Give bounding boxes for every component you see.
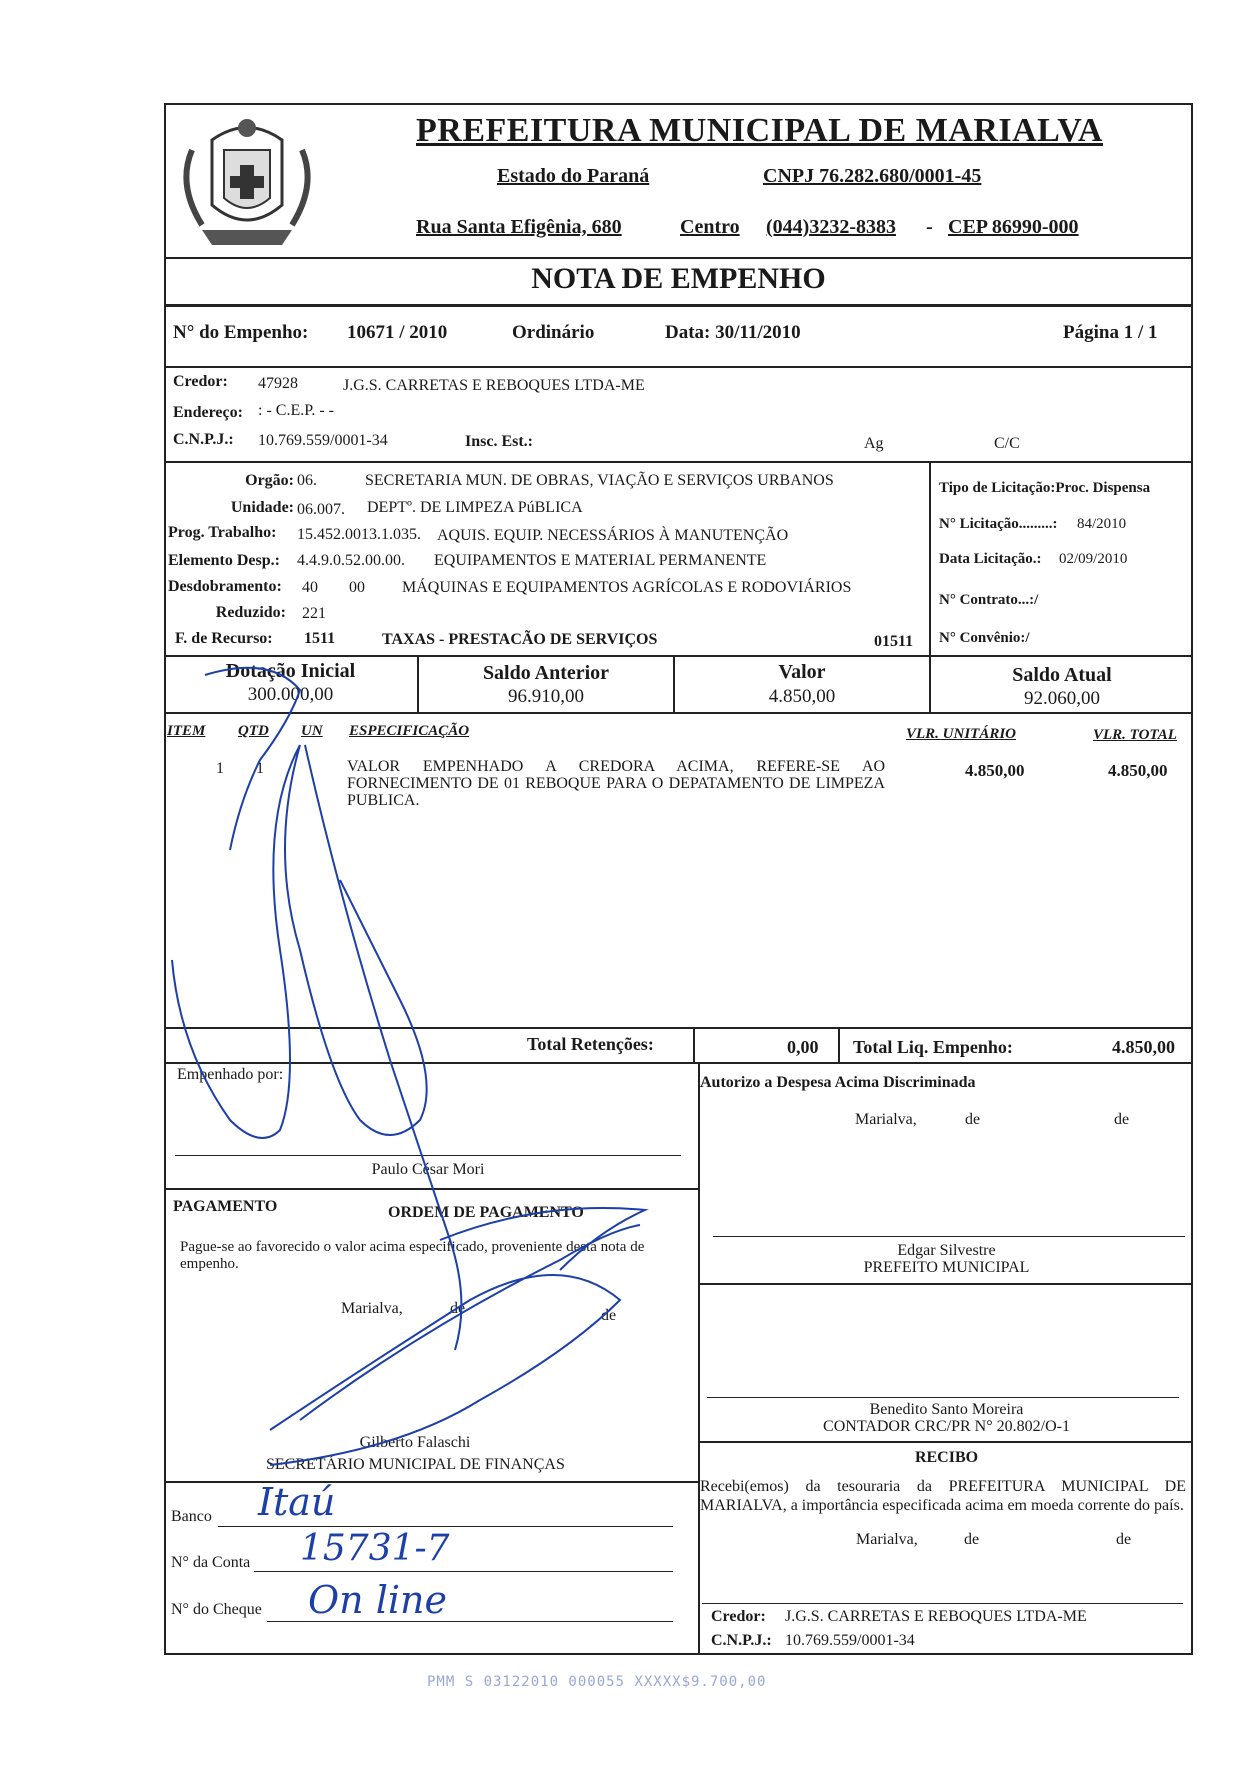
item-spec: VALOR EMPENHADO A CREDORA ACIMA, REFERE-SE AO FORNECIMENTO DE 01 REBOQUE PARA O DEPATAMENTO DE LIMPEZA PUBLICA. — [347, 758, 885, 809]
licitacao-numero-label: N° Licitação.........: — [939, 516, 1058, 532]
orgao-code: 06. — [297, 472, 317, 489]
item-unit-value: 4.850,00 — [965, 761, 1025, 780]
empenhado-label: Empenhado por: — [177, 1066, 284, 1083]
conta-label: N° da Conta — [171, 1554, 251, 1571]
valor-value: 4.850,00 — [768, 686, 836, 707]
credor-code: 47928 — [258, 375, 298, 392]
header-state: Estado do Paraná — [497, 165, 650, 187]
conta-handwritten: 15731-7 — [300, 1528, 450, 1569]
banco-label: Banco — [171, 1508, 212, 1525]
autorizo-label: Autorizo a Despesa Acima Discriminada — [700, 1074, 976, 1091]
orgao-name: SECRETARIA MUN. DE OBRAS, VIAÇÃO E SERVIÇOS URBANOS — [365, 472, 834, 489]
banco-line — [218, 1526, 673, 1527]
convenio-number: N° Convênio:/ — [939, 630, 1030, 646]
cc-label: C/C — [994, 435, 1020, 452]
divider — [164, 1188, 698, 1190]
col-qtd: QTD — [238, 723, 269, 739]
credor-cnpj: 10.769.559/0001-34 — [258, 432, 388, 449]
reduzido-label: Reduzido: — [215, 604, 286, 621]
divider — [164, 257, 1193, 259]
unidade-label: Unidade: — [230, 499, 294, 516]
saldo-atual-label: Saldo Atual — [1012, 664, 1112, 686]
unidade-name: DEPTº. DE LIMPEZA PúBLICA — [367, 499, 583, 516]
recibo-cnpj-label: C.N.P.J.: — [711, 1632, 772, 1649]
insc-est-label: Insc. Est.: — [465, 433, 534, 450]
coat-of-arms-logo — [172, 110, 322, 258]
secretario-role: SECRETÁRIO MUNICIPAL DE FINANÇAS — [266, 1456, 565, 1473]
col-total-value: VLR. TOTAL — [1093, 727, 1177, 743]
divider — [164, 304, 1193, 307]
recibo-de2: de — [1116, 1531, 1132, 1548]
empenhado-name: Paulo César Mori — [371, 1161, 485, 1178]
divider — [693, 1027, 695, 1063]
recurso-label: F. de Recurso: — [175, 630, 273, 647]
header-address: Rua Santa Efigênia, 680 — [416, 216, 622, 238]
divider — [164, 461, 1193, 463]
pagamento-label: PAGAMENTO — [173, 1198, 278, 1215]
saldo-anterior-value: 96.910,00 — [508, 686, 584, 707]
cheque-label: N° do Cheque — [171, 1601, 262, 1618]
divider — [164, 1062, 1193, 1064]
header-title: PREFEITURA MUNICIPAL DE MARIALVA — [416, 112, 1103, 149]
orgao-label: Orgão: — [245, 472, 294, 489]
reduzido-value: 221 — [302, 605, 326, 622]
header-phone: (044)3232-8383 — [766, 216, 896, 238]
recurso-value: 1511 — [304, 630, 336, 647]
contador-role: CONTADOR CRC/PR N° 20.802/O-1 — [823, 1418, 1070, 1435]
dotacao-inicial-value: 300.000,00 — [247, 684, 334, 705]
prog-label: Prog. Trabalho: — [168, 524, 277, 541]
signature-line — [707, 1397, 1179, 1398]
total-retencoes-value: 0,00 — [787, 1037, 819, 1057]
credor-name: J.G.S. CARRETAS E REBOQUES LTDA-ME — [343, 377, 645, 394]
col-spec: ESPECIFICAÇÃO — [349, 723, 470, 739]
recibo-cnpj: 10.769.559/0001-34 — [785, 1632, 915, 1649]
licitacao-numero: 84/2010 — [1077, 516, 1127, 532]
divider — [929, 461, 931, 656]
autorizo-city: Marialva, — [855, 1111, 917, 1128]
prog-name: AQUIS. EQUIP. NECESSÁRIOS À MANUTENÇÃO — [437, 527, 789, 544]
pagamento-text: Pague-se ao favorecido o valor acima especificado, proveniente desta nota de empenho. — [180, 1239, 645, 1272]
licitacao-data: 02/09/2010 — [1059, 551, 1128, 567]
ordem-pagamento-label: ORDEM DE PAGAMENTO — [388, 1204, 584, 1221]
header-district: Centro — [680, 216, 740, 238]
valor-label: Valor — [778, 661, 826, 683]
header-cep: CEP 86990-000 — [948, 216, 1079, 238]
autorizo-de2: de — [1114, 1111, 1130, 1128]
licitacao-data-label: Data Licitação.: — [939, 551, 1042, 567]
unidade-code: 06.007. — [297, 501, 345, 518]
divider — [164, 712, 1193, 714]
item-qtd: 1 — [256, 760, 264, 777]
empenho-page: Página 1 / 1 — [1063, 322, 1158, 343]
signature-line — [713, 1236, 1185, 1237]
licitacao-tipo: Tipo de Licitação:Proc. Dispensa — [939, 480, 1151, 496]
dotacao-inicial-label: Dotação Inicial — [225, 660, 356, 682]
signature-line — [175, 1155, 681, 1156]
item-number: 1 — [216, 760, 224, 777]
document-title: NOTA DE EMPENHO — [531, 262, 826, 295]
recibo-title: RECIBO — [914, 1449, 979, 1466]
desdobramento-a: 40 — [302, 579, 318, 596]
recibo-de1: de — [964, 1531, 980, 1548]
total-retencoes-label: Total Retenções: — [527, 1034, 654, 1054]
cnpj-label: C.N.P.J.: — [173, 431, 234, 448]
empenho-number-label: N° do Empenho: — [173, 322, 309, 343]
divider — [698, 1062, 700, 1655]
empenho-type: Ordinário — [512, 322, 595, 343]
divider — [164, 1481, 698, 1483]
desdobramento-b: 00 — [349, 579, 365, 596]
empenho-number: 10671 / 2010 — [347, 322, 448, 343]
saldo-atual-value: 92.060,00 — [1024, 688, 1100, 709]
endereco-value: : - C.E.P. - - — [258, 402, 334, 419]
contrato-number: N° Contrato...:/ — [939, 592, 1039, 608]
signature-line — [702, 1603, 1183, 1604]
prefeito-name: Edgar Silvestre — [897, 1242, 996, 1259]
contador-name: Benedito Santo Moreira — [869, 1401, 1024, 1418]
prefeito-role: PREFEITO MUNICIPAL — [863, 1259, 1030, 1276]
recurso-name: TAXAS - PRESTACÃO DE SERVIÇOS — [382, 631, 658, 648]
empenho-date: Data: 30/11/2010 — [665, 322, 801, 343]
item-total-value: 4.850,00 — [1108, 761, 1168, 780]
divider — [164, 1027, 1193, 1029]
secretario-name: Gilberto Falaschi — [359, 1434, 471, 1451]
divider — [164, 655, 1193, 657]
divider — [164, 366, 1193, 368]
recibo-city: Marialva, — [856, 1531, 918, 1548]
elemento-label: Elemento Desp.: — [168, 552, 280, 569]
desdobramento-name: MÁQUINAS E EQUIPAMENTOS AGRÍCOLAS E RODOVIÁRIOS — [402, 579, 852, 596]
recibo-credor-name: J.G.S. CARRETAS E REBOQUES LTDA-ME — [785, 1608, 1087, 1625]
header-dash: - — [926, 216, 933, 238]
cheque-handwritten: On line — [308, 1578, 447, 1622]
divider — [838, 1027, 840, 1063]
recibo-text: Recebi(emos) da tesouraria da PREFEITURA MUNICIPAL DE MARIALVA, a importância especificada acima em moeda corrente do país. — [700, 1478, 1186, 1514]
pagamento-city: Marialva, — [341, 1300, 403, 1317]
desdobramento-label: Desdobramento: — [168, 578, 282, 595]
col-item: ITEM — [167, 723, 206, 739]
divider — [700, 1283, 1193, 1285]
divider — [700, 1441, 1193, 1443]
conta-line — [254, 1571, 673, 1572]
total-liquido-label: Total Liq. Empenho: — [853, 1037, 1013, 1057]
pagamento-de2: de — [601, 1307, 617, 1324]
recurso-code: 01511 — [874, 633, 914, 650]
autorizo-de1: de — [965, 1111, 981, 1128]
col-unit-value: VLR. UNITÁRIO — [906, 726, 1017, 742]
payment-stamp: PMM S 03122010 000055 XXXXX$9.700,00 — [427, 1674, 767, 1690]
credor-label: Credor: — [173, 373, 228, 390]
prog-code: 15.452.0013.1.035. — [297, 526, 421, 543]
endereco-label: Endereço: — [173, 404, 243, 421]
ag-label: Ag — [864, 435, 884, 452]
col-un: UN — [301, 723, 323, 739]
recibo-credor-label: Credor: — [711, 1608, 766, 1625]
pagamento-de1: de — [450, 1300, 466, 1317]
header-cnpj: CNPJ 76.282.680/0001-45 — [763, 165, 982, 187]
total-liquido-value: 4.850,00 — [1112, 1037, 1175, 1057]
elemento-code: 4.4.9.0.52.00.00. — [297, 552, 405, 569]
banco-handwritten: Itaú — [258, 1480, 336, 1524]
saldo-anterior-label: Saldo Anterior — [482, 662, 610, 684]
elemento-name: EQUIPAMENTOS E MATERIAL PERMANENTE — [434, 552, 767, 569]
